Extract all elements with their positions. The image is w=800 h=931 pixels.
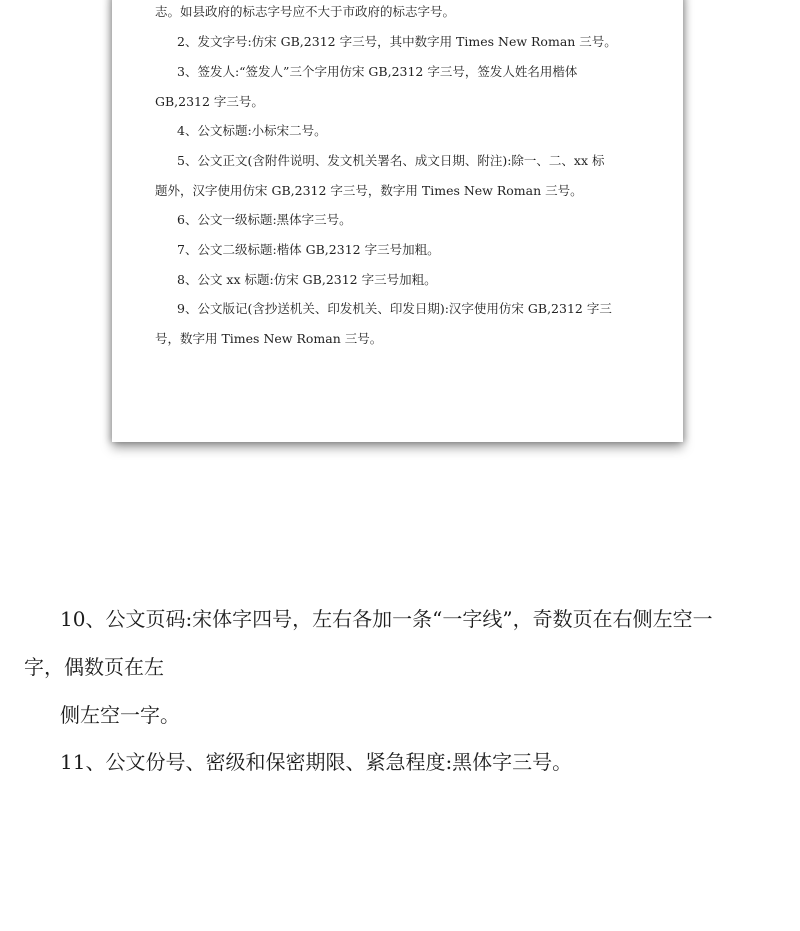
doc-line-1: 志。如县政府的标志字号应不大于市政府的标志字号。 <box>155 4 456 19</box>
doc-line-2: 2、发文字号:仿宋 GB,2312 字三号，其中数字用 Times New Roman 三号。 <box>177 34 617 49</box>
body-paragraph-10-line1: 10、公文页码:宋体字四号，左右各加一条“一字线”，奇数页在右侧左空一 <box>60 607 713 631</box>
doc-line-8: 6、公文一级标题:黑体字三号。 <box>177 212 352 227</box>
doc-line-3: 3、签发人:“签发人”三个字用仿宋 GB,2312 字三号，签发人姓名用楷体 <box>177 64 578 79</box>
body-paragraph-10-line3: 侧左空一字。 <box>60 703 180 727</box>
doc-line-4: GB,2312 字三号。 <box>155 94 264 109</box>
doc-line-6: 5、公文正文(含附件说明、发文机关署名、成文日期、附注):除一、二、xx 标 <box>177 153 605 168</box>
doc-line-12: 号，数字用 Times New Roman 三号。 <box>155 331 383 346</box>
doc-line-9: 7、公文二级标题:楷体 GB,2312 字三号加粗。 <box>177 242 440 257</box>
doc-line-10: 8、公文 xx 标题:仿宋 GB,2312 字三号加粗。 <box>177 272 437 287</box>
body-paragraph-11: 11、公文份号、密级和保密期限、紧急程度:黑体字三号。 <box>60 750 573 774</box>
body-paragraph-10-line2: 字，偶数页在左 <box>24 655 164 679</box>
doc-line-11: 9、公文版记(含抄送机关、印发机关、印发日期):汉字使用仿宋 GB,2312 字三 <box>177 301 612 316</box>
doc-line-7: 题外，汉字使用仿宋 GB,2312 字三号，数字用 Times New Roman 三号。 <box>155 183 583 198</box>
document-page-preview <box>112 0 683 442</box>
doc-line-5: 4、公文标题:小标宋二号。 <box>177 123 327 138</box>
